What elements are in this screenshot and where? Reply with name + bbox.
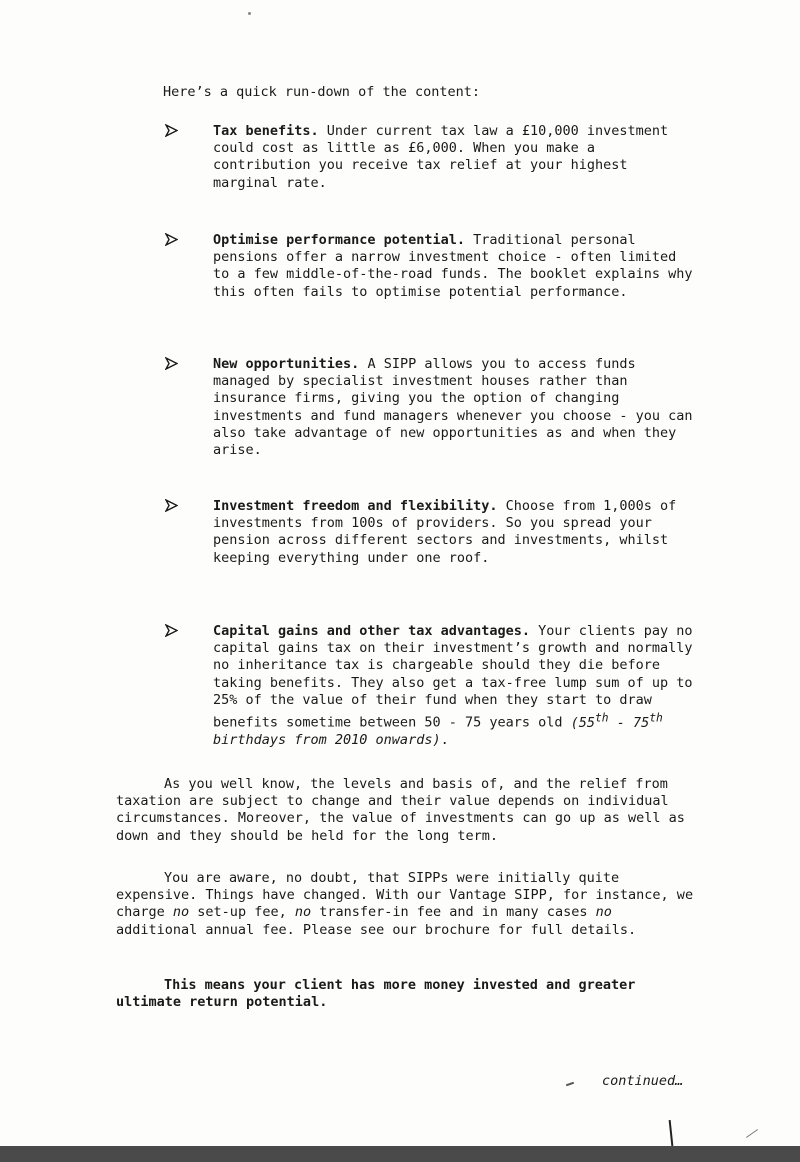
bullet-body: Your clients pay no capital gains tax on their investment’s growth and normally no inheritance tax is chargeable should they die before taking benefits. They also get a tax-free lump sum of up to 25% of the value of their fund when they start to draw benefits sometime between 50 - 75 years old [213,623,693,731]
arrowhead-bullet-icon [165,233,178,246]
bullet-heading: New opportunities. [213,356,360,372]
bullet-text [213,232,693,301]
paragraph-conclusion [116,977,696,1011]
continued-label: continued… [602,1073,684,1089]
bullet-text [213,498,693,567]
bullet-heading: Capital gains and other tax advantages. [213,623,530,639]
pen-mark [566,1082,574,1087]
ordinal-suffix: th [595,711,609,725]
bullet-text [213,123,693,192]
paragraph-text: As you well know, the levels and basis of, and the relief from taxation are subject to change and their value depends on individual circumstances. Moreover, the value of investments can go up as well as down and they should be held for the long term. [116,776,685,844]
bullet-heading: Investment freedom and flexibility. [213,498,498,514]
ordinal-suffix: th [649,711,663,725]
note-part: birthdays from 2010 onwards) [213,731,441,748]
bullet-body: A SIPP allows you to access funds managed by specialist investment houses rather than insurance firms, giving you the option of changing investments and fund managers whenever you choose - you can also take advantage of new opportunities as and when they arise. [213,356,693,459]
pen-mark [746,1129,758,1138]
arrowhead-bullet-icon [165,624,178,637]
paragraph-sipp-costs [116,870,696,939]
note-part: - 75 [608,714,650,731]
bullet-text [213,356,693,459]
arrowhead-bullet-icon [165,357,178,370]
bullet-body: Under current tax law a £10,000 investment could cost as little as £6,000. When you make a contribution you receive tax relief at your highest marginal rate. [213,123,669,191]
paragraph-text: This means your client has more money invested and greater ultimate return potential. [116,977,636,1011]
paragraph-text: set-up fee, [189,904,295,921]
bullet-body: Choose from 1,000s of investments from 100s of providers. So you spread your pension across different sectors and investments, whilst keeping everything under one roof. [213,498,677,566]
paragraph-text: additional annual fee. Please see our brochure for full details. [116,921,637,938]
paragraph-text: transfer-in fee and in many cases [311,904,596,921]
pen-mark [669,1120,674,1146]
arrowhead-bullet-icon [165,124,178,137]
bullet-heading: Tax benefits. [213,123,319,139]
bullet-text [213,623,693,749]
paragraph-text: You are aware, no doubt, that SIPPs were initially quite expensive. Things have changed. With our Vantage SIPP, for instance, we charge [116,870,694,921]
note-part: (55 [570,714,596,731]
bullet-body: Traditional personal pensions offer a narrow investment choice - often limited to a few middle-of-the-road funds. The booklet explains why this often fails to optimise potential performance. [213,232,693,300]
arrowhead-bullet-icon [165,499,178,512]
intro-line: Here’s a quick run-down of the content: [163,84,480,100]
scan-edge-bar [0,1146,800,1162]
scan-speck [248,12,251,15]
paragraph-relief-taxation [116,776,696,845]
sentence-end: . [440,731,449,748]
emphasis-no: no [294,904,312,921]
bullet-heading: Optimise performance potential. [213,232,465,248]
emphasis-no: no [595,904,612,921]
emphasis-no: no [172,904,190,921]
